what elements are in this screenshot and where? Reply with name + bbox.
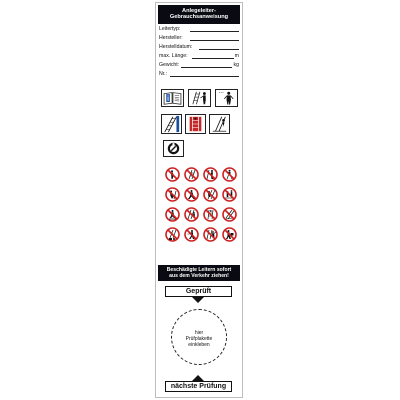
ladder-inclination-icon xyxy=(209,114,230,134)
damaged-ladder-warning xyxy=(158,265,240,281)
no-top-rung-icon xyxy=(222,167,237,182)
checked-label: Geprüft xyxy=(165,286,232,297)
field-label: Nr.: xyxy=(159,71,168,77)
field-max-length xyxy=(159,52,239,60)
field-line xyxy=(192,58,234,59)
field-label: Leitertyp: xyxy=(159,26,181,32)
no-sideways-climbing-icon xyxy=(203,167,218,182)
next-check-banner xyxy=(165,375,232,392)
unit-kilogram: kg xyxy=(233,62,239,68)
no-ladder-extension-icon xyxy=(184,167,199,182)
field-ladder-type xyxy=(159,25,239,33)
field-label: Gewicht: xyxy=(159,62,180,68)
label-title xyxy=(158,5,240,24)
inspect-ladder-icon xyxy=(188,89,211,107)
no-overreach-icon xyxy=(203,227,218,242)
field-line xyxy=(199,49,239,50)
no-carrying-loads-icon xyxy=(222,227,237,242)
no-leaning-out-icon xyxy=(165,167,180,182)
ladder-instruction-label xyxy=(155,2,243,398)
no-climbing-icon xyxy=(203,207,218,222)
person-safety-icon xyxy=(215,89,238,107)
no-wrong-angle-icon xyxy=(184,207,199,222)
field-manufacture-date xyxy=(159,43,239,51)
no-step-over-icon xyxy=(184,187,199,202)
inspection-sticker-area xyxy=(171,309,227,365)
field-line xyxy=(181,67,232,68)
field-number xyxy=(159,70,239,78)
field-weight xyxy=(159,61,239,69)
unit-meter: m xyxy=(234,53,239,59)
no-multiple-persons-icon xyxy=(222,187,237,202)
field-manufacturer xyxy=(159,34,239,42)
warning-line: aus dem Verkehr ziehen! xyxy=(169,273,229,279)
read-manual-icon xyxy=(161,89,184,107)
no-unstable-base-icon xyxy=(165,227,180,242)
field-line xyxy=(190,31,239,32)
no-backwards-descent-icon xyxy=(203,187,218,202)
title-line: Gebrauchsanweisung xyxy=(169,14,229,21)
field-label: max. Länge: xyxy=(159,53,188,59)
field-label: Hersteller: xyxy=(159,35,183,41)
sticker-text-line: einkleben xyxy=(188,342,210,348)
field-label: Herstelldatum: xyxy=(159,44,193,50)
ladder-angle-icon xyxy=(185,114,206,134)
field-line xyxy=(170,76,239,77)
sticker-text-line: Prüfplakette xyxy=(185,336,213,342)
checked-banner xyxy=(165,286,232,303)
no-slanted-placement-icon xyxy=(222,207,237,222)
field-line xyxy=(190,40,239,41)
no-slippery-ground-icon xyxy=(165,207,180,222)
no-wind-use-icon xyxy=(184,227,199,242)
warning-line: Beschädigte Leitern sofort xyxy=(166,267,232,273)
ladder-placement-icon xyxy=(161,114,182,134)
title-line: Anlegeleiter- xyxy=(182,8,216,14)
sticker-text-line: hier xyxy=(194,330,204,336)
next-check-label: nächste Prüfung xyxy=(165,381,232,392)
no-hanging-icon xyxy=(165,187,180,202)
arrow-down-icon xyxy=(192,297,204,303)
user-max-load-icon xyxy=(163,140,184,157)
